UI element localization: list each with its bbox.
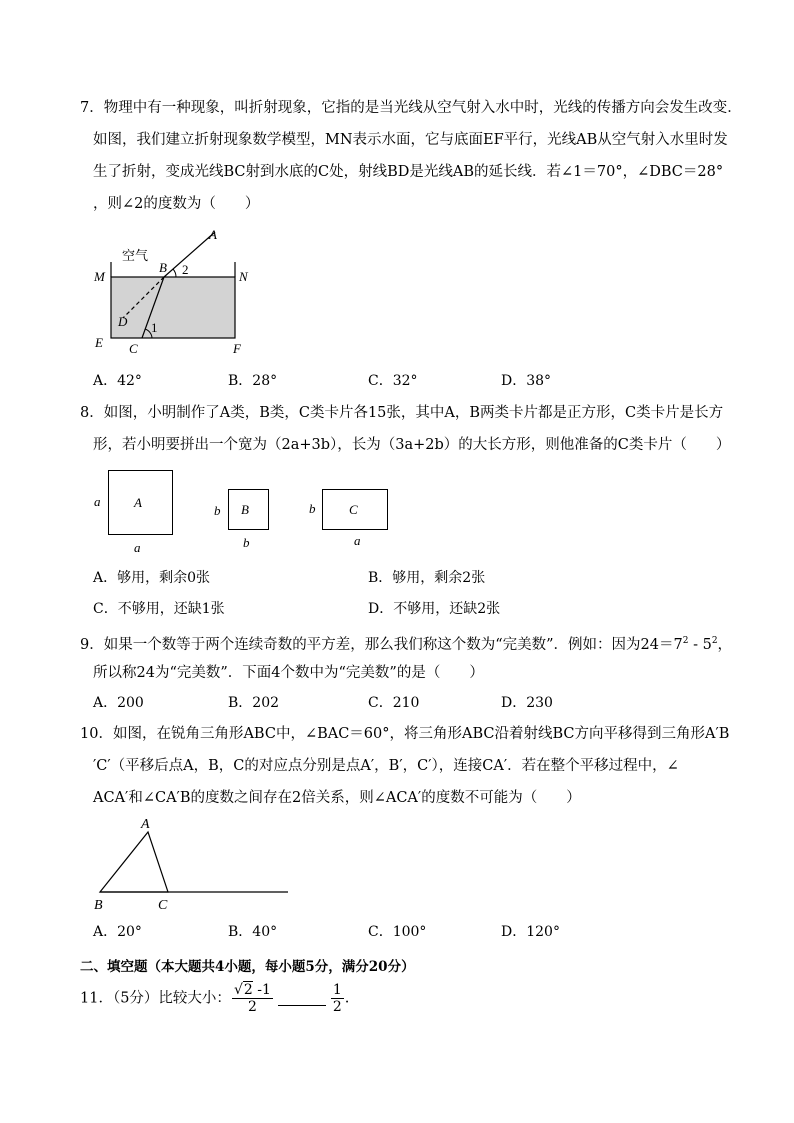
q9-line-1: 9．如果一个数等于两个连续奇数的平方差，那么我们称这个数为“完美数”．例如：因为$24=7^2 - 5^2$， [80, 636, 733, 653]
card-c-label: C [349, 502, 358, 517]
card-c-side-label: b [309, 501, 316, 516]
q8-line-2: 形，若小明要拼出一个宽为（2a+3b），长为（3a+2b）的大长方形，则他准备的C类卡片（ ） [93, 437, 731, 453]
q8-option-a: A．够用，剩余0张 [93, 570, 211, 586]
label-D: D [118, 314, 128, 329]
water-region [111, 277, 235, 338]
ray-AB [164, 232, 215, 277]
label-C: C [129, 341, 138, 356]
q7-line-1: 7．物理中有一种现象，叫折射现象，它指的是当光线从空气射入水中时，光线的传播方向会发生改变． [80, 100, 742, 116]
label-A: A [141, 817, 150, 832]
card-b-bottom-label: b [243, 535, 250, 550]
q9-option-d: D．230 [501, 695, 553, 711]
q7-option-a: A．42° [93, 373, 142, 389]
card-b-side-label: b [214, 503, 221, 518]
label-air: 空气 [122, 248, 149, 263]
label-2: 2 [182, 262, 189, 277]
q7-refraction-figure [85, 222, 265, 362]
card-a-label: A [134, 495, 142, 510]
card-a-bottom-label: a [134, 540, 141, 555]
q9-option-a: A．200 [93, 695, 144, 711]
section-2-title: 二、填空题（本大题共4小题，每小题5分，满分20分） [80, 959, 415, 975]
q10-triangle-figure [88, 812, 298, 914]
triangle-ABC [100, 832, 168, 892]
q8-option-d: D．不够用，还缺2张 [368, 601, 501, 617]
q7-option-d: D．38° [501, 373, 552, 389]
card-b [228, 489, 269, 530]
q11-prefix: 11．（5分）比较大小： [80, 990, 231, 1007]
q8-line-1: 8．如图，小明制作了A类，B类，C类卡片各15张，其中A，B两类卡片都是正方形，C类卡片是长方 [80, 405, 724, 421]
q10-option-b: B．40° [228, 924, 278, 940]
q10-line-2: ′C′（平移后点A，B，C的对应点分别是点A′，B′，C′），连接CA′．若在整个平移过程中，∠ [93, 758, 679, 774]
label-E: E [95, 335, 103, 350]
label-F: F [233, 341, 241, 356]
label-C: C [158, 898, 168, 913]
q10-line-1: 10．如图，在锐角三角形ABC中，∠BAC＝60°，将三角形ABC沿着射线BC方向平移得到三角形A′B [80, 726, 730, 742]
card-a-side-label: a [94, 494, 101, 509]
label-A: A [209, 227, 217, 242]
q10-option-d: D．120° [501, 924, 560, 940]
q10-line-3: ACA′和∠CA′B的度数之间存在2倍关系，则∠ACA′的度数不可能为（ ） [93, 790, 581, 806]
q9-option-c: C．210 [368, 695, 420, 711]
q11-fraction-1: $\frac{√2 -1}{2}$ [233, 982, 271, 1015]
card-c [322, 489, 388, 530]
q9-option-b: B．202 [228, 695, 280, 711]
q11-answer-blank[interactable] [278, 991, 326, 1006]
q11-fraction-2: $\frac{1}{2}$ [332, 982, 342, 1015]
label-B: B [94, 898, 103, 913]
q10-option-c: C．100° [368, 924, 427, 940]
q11-line: 11．（5分）比较大小： $\frac{√2 -1}{2}$ $\frac{1}{2}$ . [80, 982, 350, 1015]
q7-line-4: ，则∠2的度数为（ ） [93, 196, 260, 212]
q7-option-c: C．32° [368, 373, 418, 389]
card-b-label: B [241, 502, 249, 517]
q7-option-b: B．28° [228, 373, 278, 389]
card-a [108, 470, 173, 535]
q7-line-2: 如图，我们建立折射现象数学模型，MN表示水面，它与底面EF平行，光线AB从空气射入水里时发 [93, 132, 728, 148]
q9-line-2: 所以称24为“完美数”．下面4个数中为“完美数”的是（ ） [93, 665, 484, 681]
label-B: B [159, 260, 167, 275]
q8-option-c: C．不够用，还缺1张 [93, 601, 225, 617]
q7-line-3: 生了折射，变成光线BC射到水底的C处，射线BD是光线AB的延长线．若∠1＝70°，∠DBC＝28° [93, 164, 724, 180]
label-M: M [94, 269, 105, 284]
q8-option-b: B．够用，剩余2张 [368, 570, 486, 586]
card-c-bottom-label: a [354, 533, 361, 548]
label-1: 1 [151, 320, 158, 335]
q10-option-a: A．20° [93, 924, 142, 940]
label-N: N [239, 269, 248, 284]
